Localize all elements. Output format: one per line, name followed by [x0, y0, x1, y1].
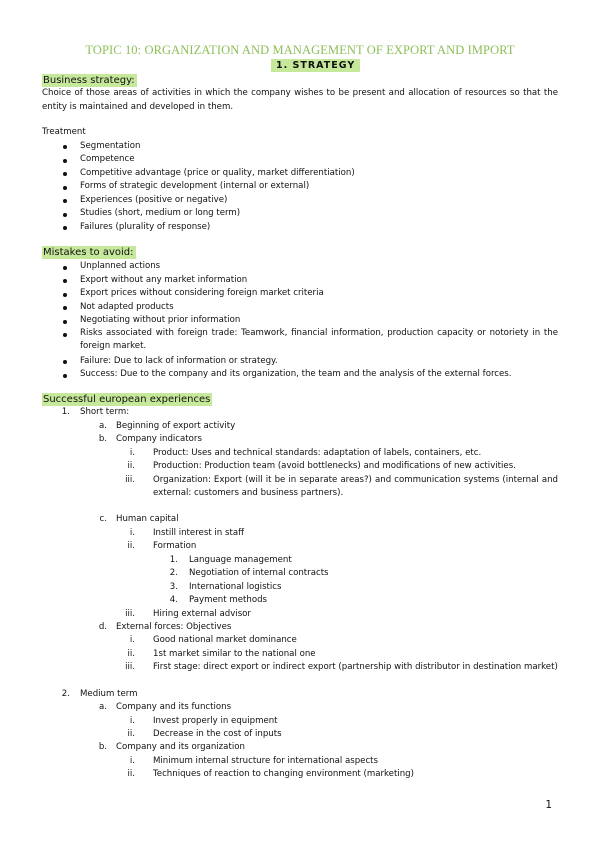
list-item: Techniques of reaction to changing environment (marketing): [153, 769, 414, 779]
bullet-icon: [63, 159, 67, 163]
list-marker: ii.: [127, 541, 135, 551]
list-item: Production: Production team (avoid bottlenecks) and modifications of new activities.: [153, 461, 516, 471]
list-marker: d.: [98, 621, 107, 632]
list-item: Company and its functions: [116, 702, 232, 712]
bullet-icon: [63, 266, 67, 270]
list-item: Failure: Due to lack of information or strategy.: [80, 355, 278, 366]
list-item: Company indicators: [116, 434, 202, 444]
list-item: Success: Due to the company and its organization, the team and the analysis of the external forces.: [80, 369, 512, 379]
list-marker: b.: [98, 434, 107, 444]
list-item: Experiences (positive or negative): [80, 194, 228, 205]
list-marker: c.: [99, 514, 107, 524]
list-marker: 2.: [61, 688, 70, 699]
list-marker: a.: [99, 420, 107, 431]
list-item: Company and its organization: [116, 742, 245, 752]
list-item: Unplanned actions: [80, 261, 161, 271]
bullet-icon: [63, 333, 67, 337]
list-item: Export without any market information: [80, 274, 248, 285]
list-item: Language management: [189, 554, 292, 565]
list-item: 1st market similar to the national one: [153, 648, 316, 659]
bullet-icon: [63, 186, 67, 190]
list-item: Competitive advantage (price or quality, market differentiation): [80, 167, 355, 178]
list-marker: i.: [129, 527, 135, 538]
business-strategy-heading: Business strategy:: [43, 75, 135, 86]
list-item: Negotiation of internal contracts: [189, 568, 329, 578]
page-title: TOPIC 10: ORGANIZATION AND MANAGEMENT OF EXPORT AND IMPORT: [85, 43, 515, 57]
list-item: Negotiating without prior information: [80, 315, 241, 325]
bullet-icon: [63, 306, 67, 310]
bullet-icon: [63, 226, 67, 230]
bullet-icon: [63, 293, 67, 297]
short-term-label: Short term:: [80, 407, 130, 417]
list-item: Organization: Export (will it be in separate areas?) and communication systems (internal and external: customers and business partners).: [153, 474, 558, 498]
list-item: Studies (short, medium or long term): [80, 208, 241, 218]
list-item: Human capital: [116, 514, 179, 524]
list-marker: 1.: [169, 554, 178, 565]
list-marker: b.: [98, 742, 107, 752]
list-marker: iii.: [125, 608, 135, 619]
bullet-icon: [63, 320, 67, 324]
bullet-icon: [63, 145, 67, 149]
list-item: International logistics: [189, 581, 282, 592]
list-marker: 4.: [169, 595, 178, 605]
list-item: Forms of strategic development (internal or external): [80, 181, 310, 191]
list-item: Formation: [153, 541, 197, 551]
bullet-icon: [63, 199, 67, 203]
list-marker: ii.: [127, 729, 135, 739]
bullet-icon: [63, 374, 67, 378]
mistakes-heading: Mistakes to avoid:: [43, 247, 134, 258]
list-marker: i.: [129, 447, 135, 458]
list-item: Beginning of export activity: [116, 420, 236, 431]
list-marker: ii.: [127, 648, 135, 659]
list-item: Good national market dominance: [153, 635, 297, 645]
section-heading: 1. STRATEGY: [271, 59, 360, 72]
treatment-label: Treatment: [42, 127, 86, 137]
list-item: Instill interest in staff: [153, 527, 245, 538]
list-item: First stage: direct export or indirect export (partnership with distributor in destination market): [153, 661, 558, 672]
list-marker: i.: [129, 715, 135, 726]
list-item: External forces: Objectives: [116, 621, 232, 632]
list-item: Product: Uses and technical standards: adaptation of labels, containers, etc.: [153, 447, 482, 458]
experiences-heading: Successful european experiences: [43, 394, 211, 405]
list-item: Not adapted products: [80, 301, 174, 312]
business-strategy-text: Choice of those areas of activities in which the company wishes to be present and allocation of resources so that the entity is maintained and developed in them.: [42, 88, 558, 112]
list-marker: i.: [129, 755, 135, 766]
list-item: Competence: [80, 154, 135, 164]
list-item: Export prices without considering foreign market criteria: [80, 288, 324, 298]
bullet-icon: [63, 213, 67, 217]
medium-term-label: Medium term: [80, 688, 138, 699]
list-item: Failures (plurality of response): [80, 221, 211, 232]
list-marker: a.: [99, 702, 107, 712]
list-item: Invest properly in equipment: [153, 715, 278, 726]
list-marker: ii.: [127, 769, 135, 779]
list-item: Segmentation: [80, 140, 141, 151]
list-marker: 3.: [169, 581, 178, 592]
list-marker: 2.: [169, 568, 178, 578]
list-item: Payment methods: [189, 595, 268, 605]
bullet-icon: [63, 360, 67, 364]
list-item: Decrease in the cost of inputs: [153, 729, 282, 739]
list-item: Hiring external advisor: [153, 608, 251, 619]
list-item: Risks associated with foreign trade: Teamwork, financial information, production capacity or notoriety in the foreign market.: [80, 328, 558, 352]
list-marker: 1.: [61, 407, 70, 417]
page-number: 1: [545, 799, 552, 811]
list-marker: ii.: [127, 461, 135, 471]
list-marker: iii.: [125, 474, 135, 485]
list-marker: iii.: [125, 661, 135, 672]
list-item: Minimum internal structure for international aspects: [153, 755, 379, 766]
bullet-icon: [63, 172, 67, 176]
list-marker: i.: [129, 635, 135, 645]
bullet-icon: [63, 279, 67, 283]
